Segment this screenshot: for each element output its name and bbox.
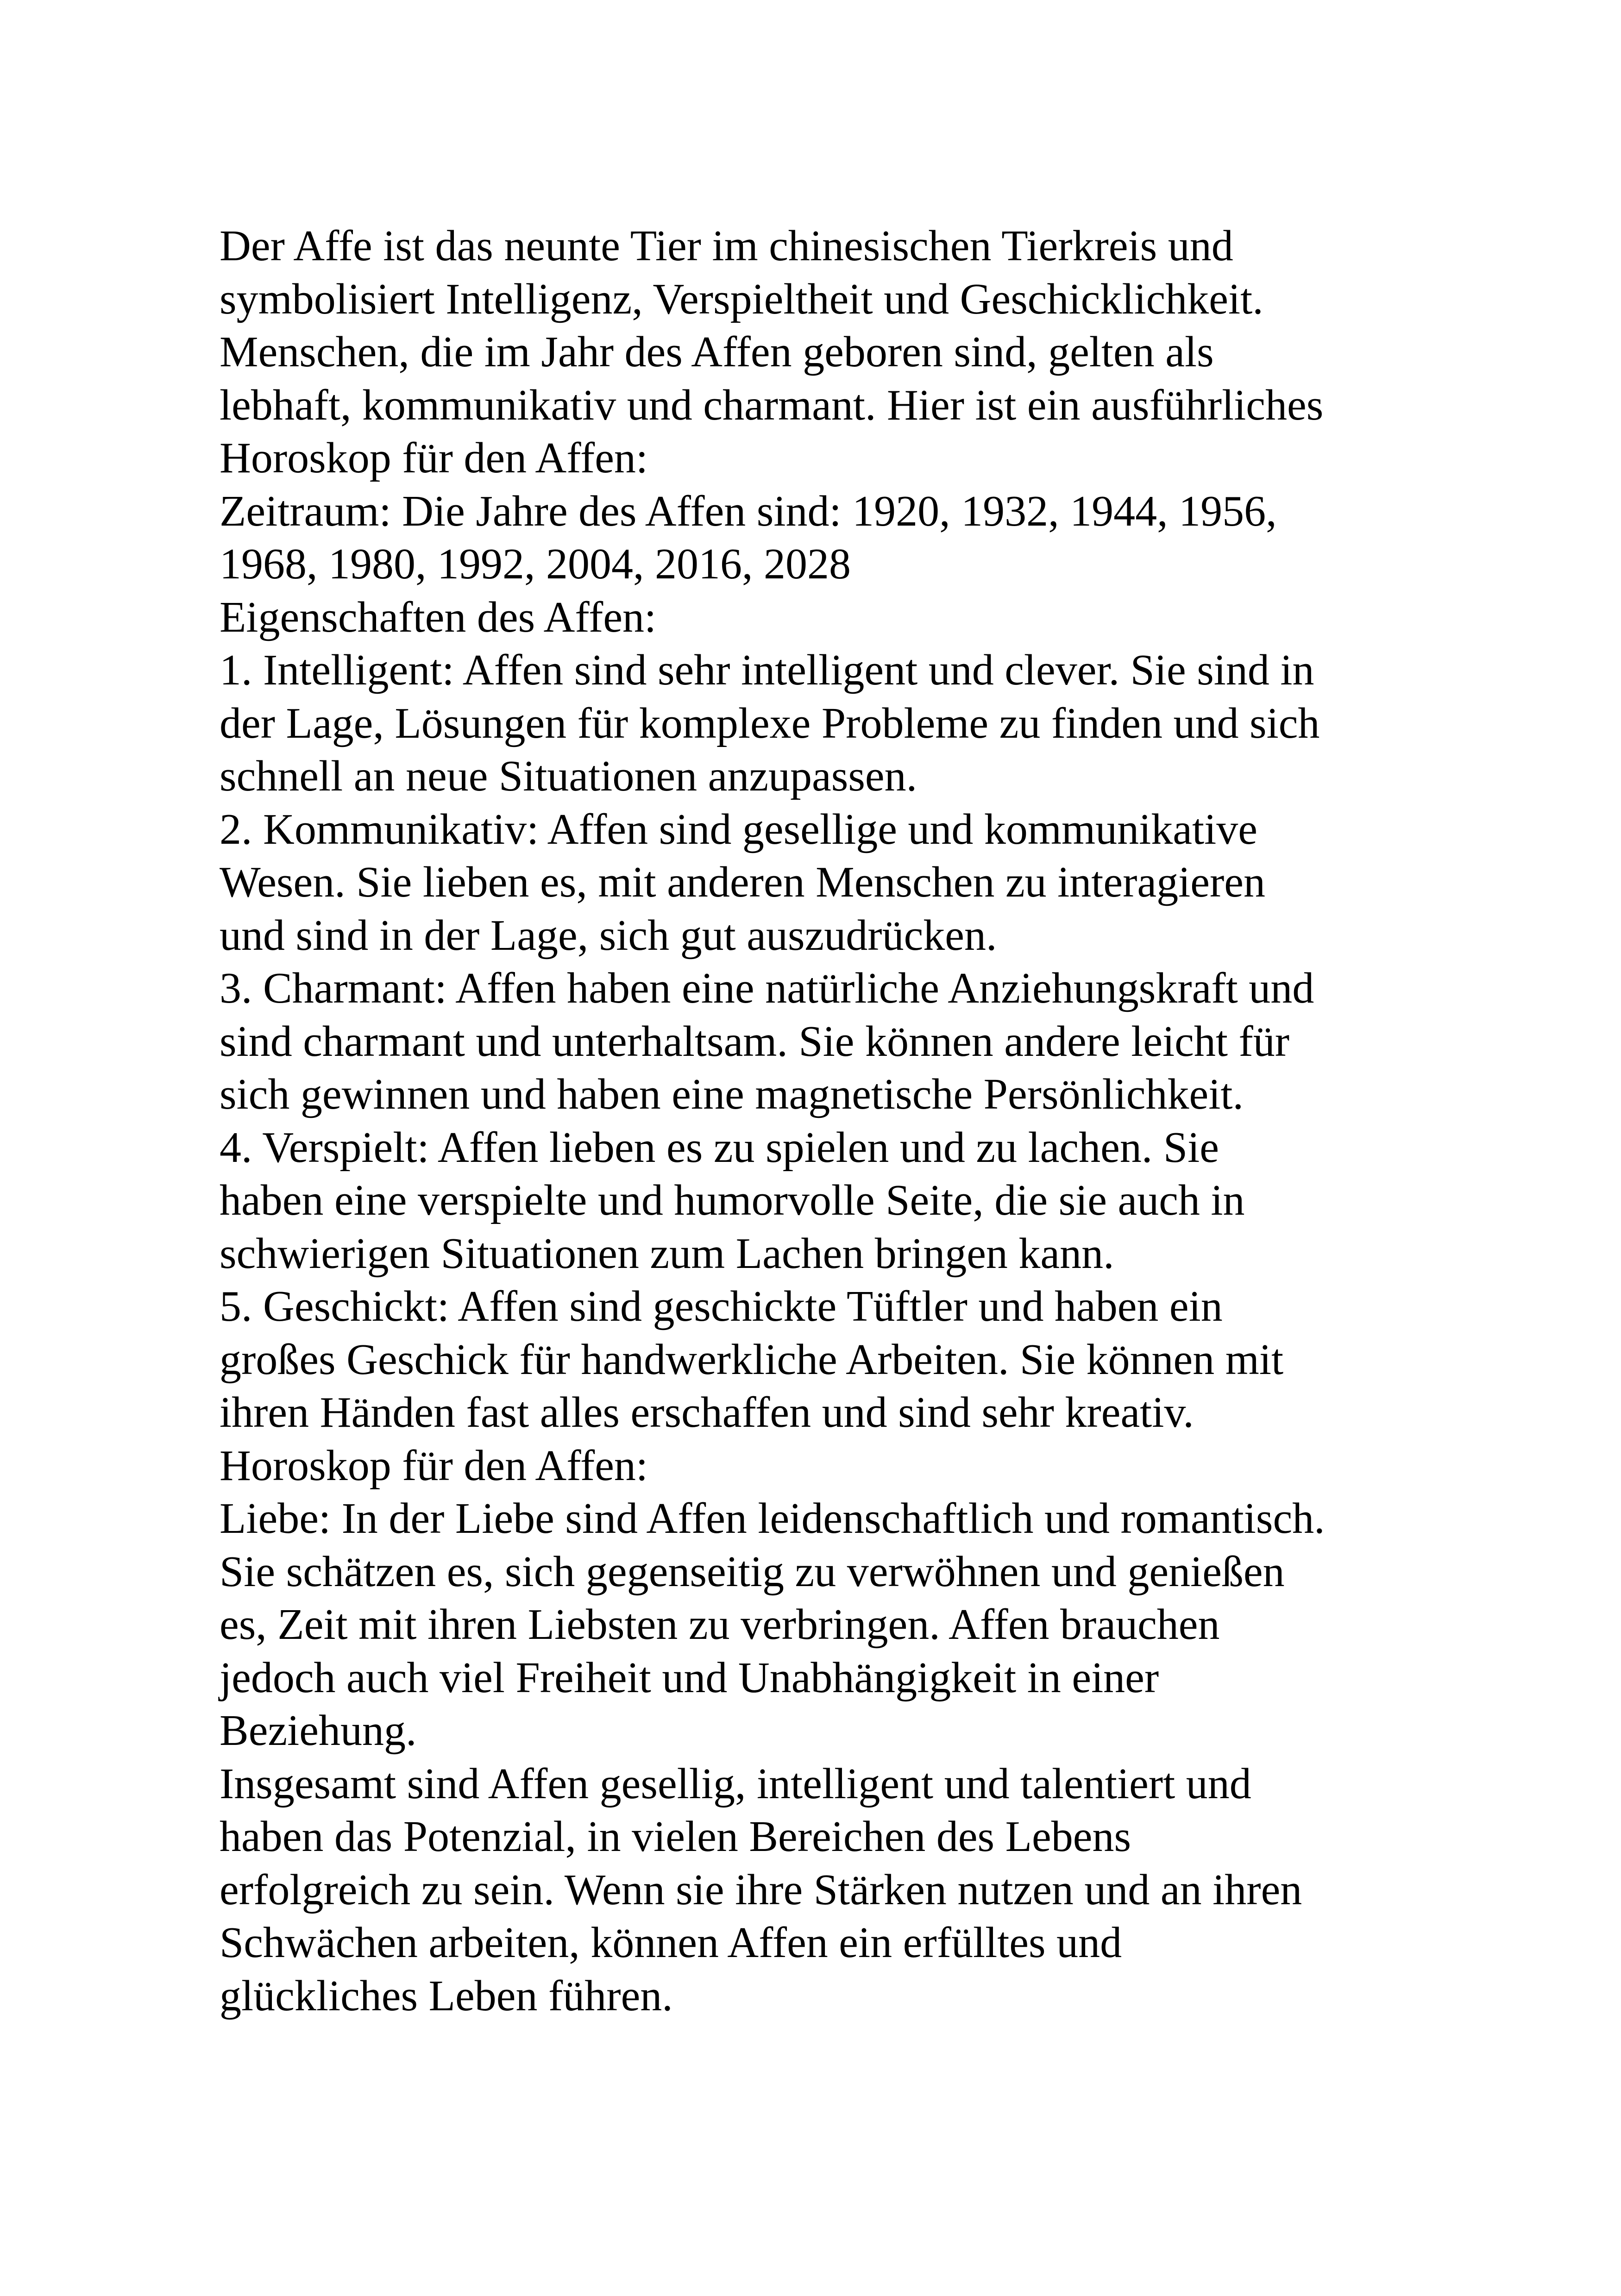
text-line: sich gewinnen und haben eine magnetische Persönlichkeit. xyxy=(220,1070,1244,1118)
text-line: Beziehung. xyxy=(220,1706,417,1755)
text-line: schnell an neue Situationen anzupassen. xyxy=(220,752,917,800)
text-line: Eigenschaften des Affen: xyxy=(220,593,657,641)
document-body xyxy=(220,220,1433,2022)
text-line: haben das Potenzial, in vielen Bereichen des Lebens xyxy=(220,1813,1131,1861)
text-line: glückliches Leben führen. xyxy=(220,1971,673,2020)
text-line: 5. Geschickt: Affen sind geschickte Tüftler und haben ein xyxy=(220,1282,1223,1330)
text-line: großes Geschick für handwerkliche Arbeiten. Sie können mit xyxy=(220,1335,1284,1384)
text-line: Insgesamt sind Affen gesellig, intelligent und talentiert und xyxy=(220,1759,1251,1808)
text-line: 2. Kommunikativ: Affen sind gesellige und kommunikative xyxy=(220,805,1257,853)
text-line: Horoskop für den Affen: xyxy=(220,434,648,482)
text-line: symbolisiert Intelligenz, Verspieltheit und Geschicklichkeit. xyxy=(220,275,1263,323)
text-line: Menschen, die im Jahr des Affen geboren sind, gelten als xyxy=(220,328,1214,376)
text-line: Der Affe ist das neunte Tier im chinesischen Tierkreis und xyxy=(220,222,1233,270)
text-line: 3. Charmant: Affen haben eine natürliche Anziehungskraft und xyxy=(220,964,1314,1012)
text-line: 1968, 1980, 1992, 2004, 2016, 2028 xyxy=(220,540,851,588)
text-line: Zeitraum: Die Jahre des Affen sind: 1920, 1932, 1944, 1956, xyxy=(220,487,1277,535)
text-line: der Lage, Lösungen für komplexe Probleme zu finden und sich xyxy=(220,699,1320,747)
text-line: Horoskop für den Affen: xyxy=(220,1441,648,1490)
text-line: es, Zeit mit ihren Liebsten zu verbringen. Affen brauchen xyxy=(220,1600,1220,1649)
text-line: und sind in der Lage, sich gut auszudrücken. xyxy=(220,911,997,960)
text-line: haben eine verspielte und humorvolle Seite, die sie auch in xyxy=(220,1176,1245,1224)
text-line: Schwächen arbeiten, können Affen ein erfülltes und xyxy=(220,1919,1122,1967)
text-line: erfolgreich zu sein. Wenn sie ihre Stärken nutzen und an ihren xyxy=(220,1865,1302,1914)
text-line: lebhaft, kommunikativ und charmant. Hier ist ein ausführliches xyxy=(220,381,1324,429)
text-line: Wesen. Sie lieben es, mit anderen Menschen zu interagieren xyxy=(220,858,1266,906)
text-line: sind charmant und unterhaltsam. Sie können andere leicht für xyxy=(220,1017,1290,1066)
text-line: 1. Intelligent: Affen sind sehr intelligent und clever. Sie sind in xyxy=(220,646,1314,694)
text-line: 4. Verspielt: Affen lieben es zu spielen und zu lachen. Sie xyxy=(220,1123,1219,1172)
text-line: Liebe: In der Liebe sind Affen leidenschaftlich und romantisch. xyxy=(220,1494,1325,1543)
text-line: Sie schätzen es, sich gegenseitig zu verwöhnen und genießen xyxy=(220,1547,1285,1596)
text-line: ihren Händen fast alles erschaffen und sind sehr kreativ. xyxy=(220,1388,1194,1437)
text-line: jedoch auch viel Freiheit und Unabhängigkeit in einer xyxy=(220,1653,1159,1702)
text-line: schwierigen Situationen zum Lachen bringen kann. xyxy=(220,1229,1114,1278)
